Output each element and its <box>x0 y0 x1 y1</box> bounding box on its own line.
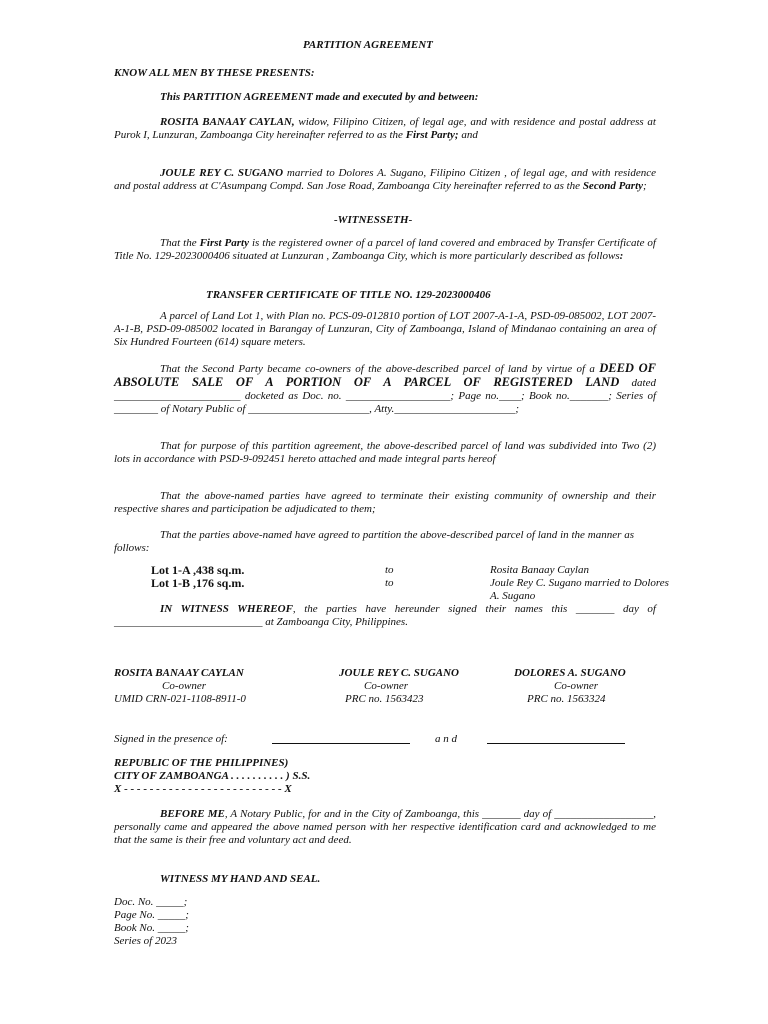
witness-1-signature-line <box>272 743 410 744</box>
owner-text-a: That the <box>160 237 200 249</box>
signatory-1-id: UMID CRN-021-1108-8911-0 <box>114 693 246 705</box>
before-me-day-blank: _______ <box>482 808 521 820</box>
second-party-label: Second Party <box>582 180 644 192</box>
first-party-label: First Party; <box>405 129 459 141</box>
before-me-text-a: , A Notary Public, for and in the City of Zamboanga, this <box>224 808 483 820</box>
deed-title: DEED OF ABSOLUTE SALE OF A PORTION OF A PARCEL OF REGISTERED LAND <box>114 361 657 389</box>
in-witness-text-a: , the parties have hereunder signed their names this <box>292 603 576 615</box>
co-owners-text-d: ; Page no. <box>450 390 500 402</box>
lot-1a-to: to <box>385 564 394 576</box>
second-party-name: JOULE REY C. SUGANO <box>160 167 284 179</box>
second-party-text: married to Dolores A. Sugano, Filipino Citizen , of legal age, and with residence and postal address at C'Asumpang Compd. San Jose Road, Zamboanga City hereinafter referred to as the <box>114 167 656 192</box>
terminate-paragraph: That the above-named parties have agreed to terminate their existing community of ownership and their respective shares and participation be adjudicated to them; <box>114 490 656 515</box>
partition-manner-paragraph: That the parties above-named have agreed to partition the above-described parcel of land in the manner as follows: <box>114 529 634 554</box>
know-all-heading: KNOW ALL MEN BY THESE PRESENTS: <box>114 67 315 79</box>
lot-1b-to: to <box>385 577 394 589</box>
tct-heading: TRANSFER CERTIFICATE OF TITLE NO. 129-2023000406 <box>206 289 491 301</box>
first-party-text: widow, Filipino Citizen, of legal age, and with residence and postal address at Purok I, Lunzuran, Zamboanga City hereinafter referred to as the <box>114 116 656 141</box>
second-party-paragraph <box>114 167 656 193</box>
co-owners-paragraph <box>114 362 656 416</box>
page-no-blank: ____ <box>499 390 522 402</box>
notary-doc-no <box>114 896 187 909</box>
notary-series <box>114 935 177 948</box>
co-owners-text-i: ; <box>515 403 519 415</box>
notary-doc-end: ; <box>183 896 188 908</box>
signatory-1-role: Co-owner <box>162 680 206 692</box>
co-owners-text-b: dated <box>619 377 656 389</box>
signatory-3-role: Co-owner <box>554 680 598 692</box>
notary-book-no <box>114 922 189 935</box>
lot-1b-owner: Joule Rey C. Sugano married to Dolores A. Sugano <box>490 577 669 602</box>
in-witness-month-blank: ___________________________ <box>114 616 263 628</box>
notary-doc-blank: _____ <box>156 896 184 908</box>
first-party-tail: and <box>458 129 478 141</box>
date-blank: _______________________ <box>114 390 241 402</box>
co-owners-text-e: ; Book no. <box>521 390 570 402</box>
co-owners-text-c: docketed as Doc. no. <box>240 390 346 402</box>
before-me-lead: BEFORE ME <box>160 808 225 820</box>
and-label: a n d <box>435 733 457 745</box>
subdivided-paragraph: That for purpose of this partition agreement, the above-described parcel of land was subdivided into Two (2) lots in accordance with PSD-9-092451 hereto attached and made integral parts hereof <box>114 440 656 465</box>
in-witness-day-blank: _______ <box>575 603 615 615</box>
doc-no-blank: ___________________ <box>345 390 451 402</box>
notary-book-blank: _____ <box>157 922 186 934</box>
signatory-2-role: Co-owner <box>364 680 408 692</box>
second-party-tail: ; <box>643 180 647 192</box>
witnesseth-heading: -WITNESSETH- <box>334 214 413 226</box>
document-title: PARTITION AGREEMENT <box>303 39 433 51</box>
lot-1b: Lot 1-B ,176 sq.m. <box>151 576 245 590</box>
co-owners-text-f: ; Series of <box>608 390 657 402</box>
atty-blank: ______________________ <box>394 403 516 415</box>
notary-book-label: Book No. <box>114 922 158 934</box>
witness-hand-seal: WITNESS MY HAND AND SEAL. <box>160 873 321 885</box>
lot-1a: Lot 1-A ,438 sq.m. <box>151 563 245 577</box>
co-owners-text-g: of Notary Public of <box>158 403 249 415</box>
notary-blank: ______________________ <box>248 403 370 415</box>
co-owners-text-h: , Atty. <box>369 403 395 415</box>
owner-first-party-label: First Party <box>199 237 249 249</box>
first-party-paragraph <box>114 116 656 142</box>
notary-doc-label: Doc. No. <box>114 896 157 908</box>
owner-text-c: : <box>619 250 624 262</box>
land-description: A parcel of Land Lot 1, with Plan no. PCS-09-012810 portion of LOT 2007-A-1-A, PSD-09-085002, LOT 2007-A-1-B, PSD-09-085002 located in Barangay of Lunzuran, City of Zamboanga, Island of Mindanao containing an area of Six Hundred Fourteen (614) square meters. <box>114 310 656 348</box>
signatory-2-name: JOULE REY C. SUGANO <box>339 667 459 679</box>
in-witness-text-b: day of <box>614 603 656 615</box>
co-owners-text-a: That the Second Party became co-owners of the above-described parcel of land by virtue of a <box>160 363 600 375</box>
before-me-text-b: day of <box>520 808 555 820</box>
city-line: CITY OF ZAMBOANGA . . . . . . . . . . ) S.S. <box>114 770 311 782</box>
x-line: X - - - - - - - - - - - - - - - - - - - - - - - - - X <box>114 783 292 795</box>
notary-book-end: ; <box>185 922 189 934</box>
notary-series-label: Series of 2023 <box>114 935 177 947</box>
lot-1a-owner: Rosita Banaay Caylan <box>490 564 589 576</box>
notary-page-label: Page No. <box>114 909 158 921</box>
before-me-paragraph <box>114 808 656 847</box>
signatory-3-id: PRC no. 1563324 <box>527 693 606 705</box>
owner-paragraph <box>114 237 656 263</box>
series-blank: ________ <box>114 403 158 415</box>
before-me-month-blank: __________________ <box>554 808 654 820</box>
in-witness-paragraph <box>114 603 656 629</box>
republic-line: REPUBLIC OF THE PHILIPPINES) <box>114 757 289 769</box>
signatory-3-name: DOLORES A. SUGANO <box>514 667 626 679</box>
notary-page-end: ; <box>185 909 189 921</box>
signed-presence-label: Signed in the presence of: <box>114 733 228 745</box>
intro-line: This PARTITION AGREEMENT made and executed by and between: <box>160 91 479 103</box>
signatory-2-id: PRC no. 1563423 <box>345 693 424 705</box>
signatory-1-name: ROSITA BANAAY CAYLAN <box>114 667 244 679</box>
notary-page-blank: _____ <box>157 909 186 921</box>
book-no-blank: _______ <box>569 390 609 402</box>
first-party-name: ROSITA BANAAY CAYLAN, <box>160 116 295 128</box>
notary-page-no <box>114 909 189 922</box>
owner-text-b: is the registered owner of a parcel of land covered and embraced by Transfer Certificate of Title No. 129-2023000406 situated at Lunzuran , Zamboanga City, which is more particularly described as follows <box>114 237 656 262</box>
in-witness-lead: IN WITNESS WHEREOF <box>160 603 293 615</box>
before-me-text-c: , personally came and appeared the above named person with her respective identification card and acknowledged to me that the same is their free and voluntary act and deed. <box>114 808 656 846</box>
witness-2-signature-line <box>487 743 625 744</box>
in-witness-text-c: at Zamboanga City, Philippines. <box>262 616 408 628</box>
